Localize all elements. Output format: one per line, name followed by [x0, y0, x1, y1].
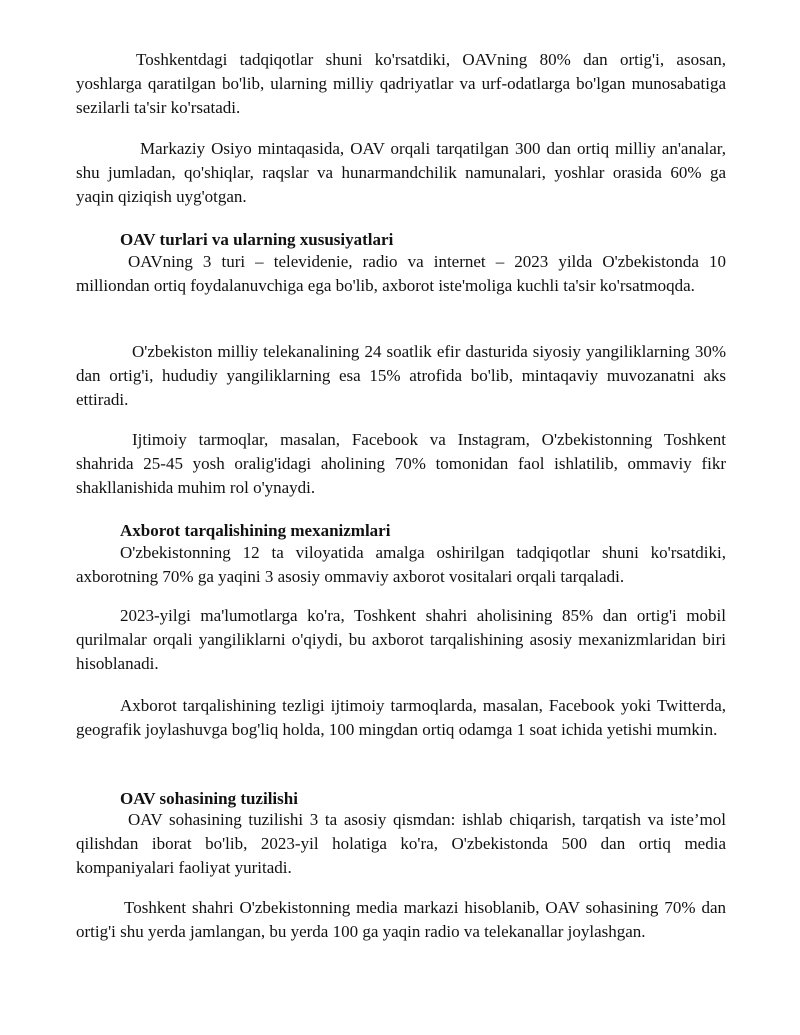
- paragraph: Markaziy Osiyo mintaqasida, OAV orqali tarqatilgan 300 dan ortiq milliy an'analar, shu jumladan, qo'shiqlar, raqslar va hunarmandchilik namunalari, yoshlar orasida 60% ga yaqin qiziqish uyg'otgan.: [76, 139, 726, 206]
- section-heading: OAV sohasining tuzilishi: [120, 789, 298, 808]
- paragraph: O'zbekiston milliy telekanalining 24 soatlik efir dasturida siyosiy yangiliklarning 30% dan ortig'i, hududiy yangiliklarning esa 15% atrofida bo'lib, mintaqaviy muvozanatni aks ettiradi.: [76, 342, 726, 409]
- paragraph: O'zbekistonning 12 ta viloyatida amalga oshirilgan tadqiqotlar shuni ko'rsatdiki, axborotning 70% ga yaqini 3 asosiy ommaviy axborot vositalari orqali tarqaladi.: [76, 543, 726, 586]
- section-heading: OAV turlari va ularning xususiyatlari: [120, 230, 394, 249]
- paragraph: Axborot tarqalishining tezligi ijtimoiy tarmoqlarda, masalan, Facebook yoki Twitterda, geografik joylashuvga bog'liq holda, 100 mingdan ortiq odamga 1 soat ichida yetishi mumkin.: [76, 696, 726, 739]
- paragraph: Ijtimoiy tarmoqlar, masalan, Facebook va Instagram, O'zbekistonning Toshkent shahrida 25-45 yosh oralig'idagi aholining 70% tomonidan faol ishlatilib, ommaviy fikr shakllanishida muhim rol o'ynaydi.: [76, 430, 726, 497]
- paragraph: OAVning 3 turi – televidenie, radio va internet – 2023 yilda O'zbekistonda 10 milliondan ortiq foydalanuvchiga ega bo'lib, axborot iste'moliga kuchli ta'sir ko'rsatmoqda.: [76, 252, 726, 295]
- paragraph: 2023-yilgi ma'lumotlarga ko'ra, Toshkent shahri aholisining 85% dan ortig'i mobil qurilmalar orqali yangiliklarni o'qiydi, bu axborot tarqalishining asosiy mexanizmlaridan biri hisoblanadi.: [76, 606, 726, 673]
- paragraph: OAV sohasining tuzilishi 3 ta asosiy qismdan: ishlab chiqarish, tarqatish va iste’mol qilishdan iborat bo'lib, 2023-yil holatiga ko'ra, O'zbekistonda 500 dan ortiq media kompaniyalari faoliyat yuritadi.: [76, 810, 726, 877]
- paragraph: Toshkent shahri O'zbekistonning media markazi hisoblanib, OAV sohasining 70% dan ortig'i shu yerda jamlangan, bu yerda 100 ga yaqin radio va telekanallar joylashgan.: [76, 898, 726, 941]
- paragraph: Toshkentdagi tadqiqotlar shuni ko'rsatdiki, OAVning 80% dan ortig'i, asosan, yoshlarga qaratilgan bo'lib, ularning milliy qadriyatlar va urf-odatlarga bo'lgan munosabatiga sezilarli ta'sir ko'rsatadi.: [76, 50, 726, 117]
- section-heading: Axborot tarqalishining mexanizmlari: [120, 521, 391, 540]
